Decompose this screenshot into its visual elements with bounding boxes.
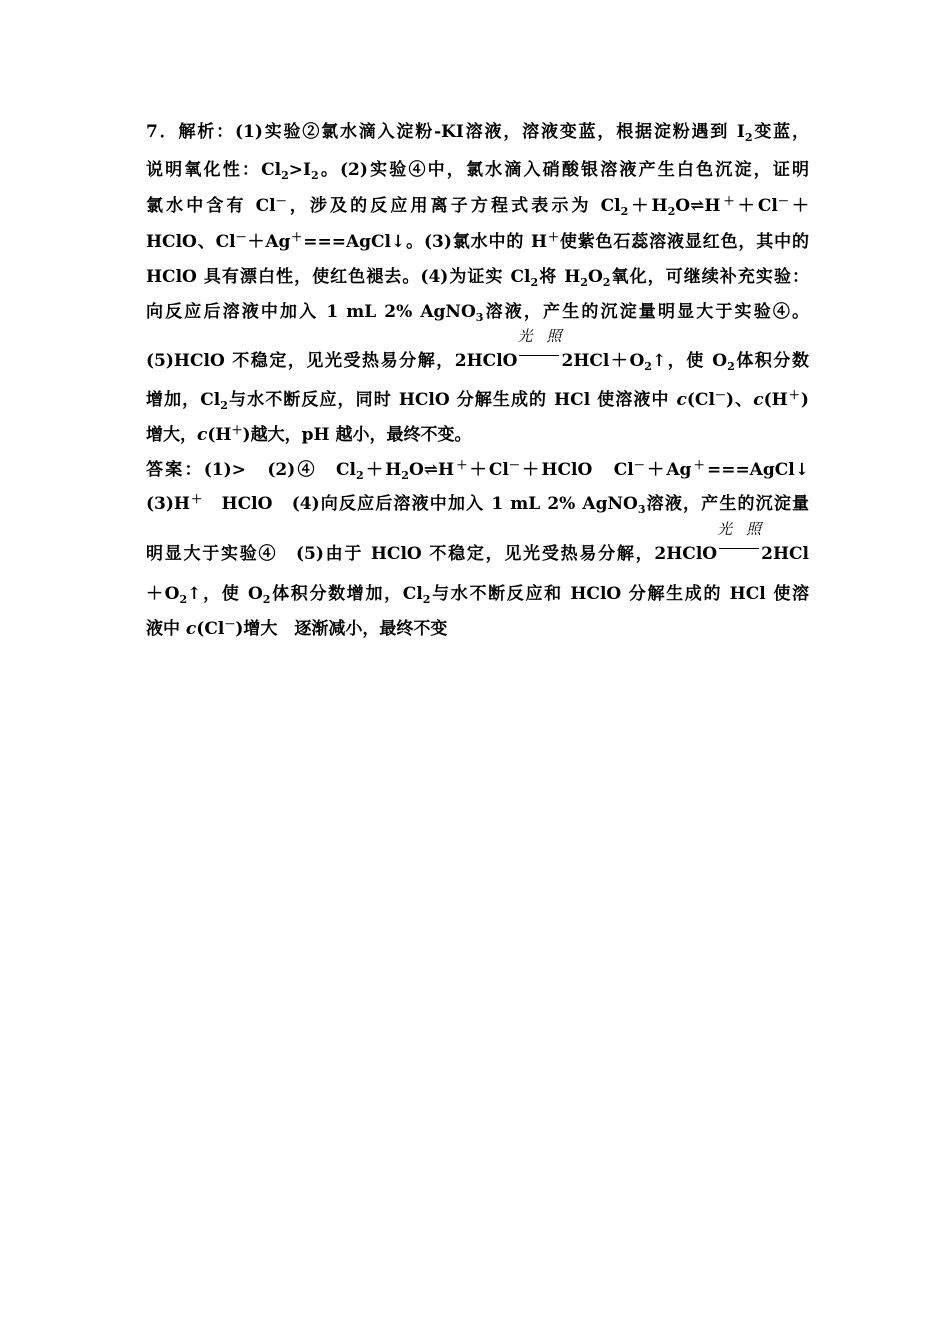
text-segment: 变蓝， [752, 122, 810, 142]
text-segment: 答案： [146, 460, 204, 480]
text-line [146, 494, 809, 514]
text-segment: 氧化，可继续补充实验： [610, 267, 809, 287]
arrow-line [519, 355, 559, 356]
text-line [146, 584, 809, 604]
superscript: ＋ [547, 230, 560, 244]
text-segment: ，涉及的反应用离子方程式表示为 Cl [286, 196, 621, 216]
text-segment: (3)H [146, 494, 190, 514]
text-segment: 7． [146, 122, 179, 142]
text-segment: 明显大于实验④ (5)由于 HClO 不稳定，见光受热易分解，2HClO [146, 544, 718, 564]
text-line [146, 390, 809, 410]
superscript: ＋ [720, 194, 738, 208]
text-line [146, 302, 809, 322]
text-segment: ＋H [363, 460, 402, 480]
text-segment: O⇌H [675, 196, 721, 216]
subscript: 2 [356, 468, 364, 482]
text-segment: HClO 具有漂白性，使红色褪去。(4)为证实 Cl [146, 267, 531, 287]
text-line [146, 196, 809, 216]
subscript: 2 [401, 468, 409, 482]
text-segment: 向反应后溶液中加入 1 mL 2% AgNO [146, 302, 476, 322]
text-segment: >I [288, 160, 311, 180]
text-segment: (1)实验②氯水滴入淀粉-KI溶液，溶液变蓝，根据淀粉遇到 I [234, 122, 745, 142]
text-segment: 溶液，产生的沉淀量 [645, 494, 810, 514]
text-segment: ＋O [146, 584, 180, 604]
reaction-condition-arrow [717, 520, 762, 559]
superscript: ＋ [454, 458, 470, 472]
text-segment: ) [800, 390, 809, 410]
superscript: － [224, 617, 236, 631]
superscript: － [275, 194, 287, 208]
subscript: 2 [620, 204, 629, 218]
text-line [146, 232, 809, 252]
subscript: 3 [637, 502, 646, 516]
subscript: 2 [644, 359, 652, 373]
text-segment: 使紫色石蕊溶液显红色，其中的 [559, 232, 810, 252]
superscript: ＋ [189, 492, 204, 506]
text-segment: 说明氧化性：Cl [146, 160, 282, 180]
italic-symbol: c [676, 390, 687, 410]
subscript: 3 [475, 310, 484, 324]
text-segment: 体积分数增加，Cl [270, 584, 423, 604]
superscript: － [235, 230, 247, 244]
text-segment: )、 [726, 390, 754, 410]
text-segment: )越大，pH 越小，最终不变。 [242, 425, 472, 445]
superscript: ＋ [231, 423, 243, 437]
superscript: － [714, 388, 726, 402]
text-segment: (H [207, 425, 232, 445]
superscript: － [508, 458, 520, 472]
text-segment: (Cl [686, 390, 715, 410]
text-segment: HClO、Cl [146, 232, 236, 252]
italic-symbol: c [197, 425, 208, 445]
subscript: 2 [580, 275, 588, 289]
text-line [146, 327, 809, 373]
reaction-condition-label: 光照 [517, 327, 562, 345]
italic-symbol: c [753, 390, 764, 410]
subscript: 2 [530, 275, 539, 289]
text-segment: (1)> (2)④ Cl [203, 460, 357, 480]
text-segment: 与水不断反应，同时 HClO 分解生成的 HCl 使溶液中 [227, 390, 677, 410]
text-segment: ===AgCl↓。(3)氯水中的 H [303, 232, 548, 252]
text-line [146, 460, 809, 480]
text-segment: ＋HClO Cl [519, 460, 634, 480]
text-line [146, 267, 809, 287]
text-segment: O⇌H [408, 460, 455, 480]
text-segment: HClO (4)向反应后溶液中加入 1 mL 2% AgNO [203, 494, 638, 514]
text-segment: ＋H [628, 196, 668, 216]
text-segment: ＋Ag [246, 232, 291, 252]
text-segment: 与水不断反应和 HClO 分解生成的 HCl 使溶 [430, 584, 809, 604]
text-segment: ＋ [788, 196, 810, 216]
text-line [146, 619, 447, 639]
subscript: 2 [281, 168, 289, 182]
text-line [146, 520, 809, 564]
text-line [146, 122, 809, 142]
text-segment: O [587, 267, 603, 287]
text-segment: (H [763, 390, 788, 410]
text-segment: 体积分数 [734, 351, 809, 371]
subscript: 2 [422, 592, 431, 606]
text-segment: 增大， [146, 425, 197, 445]
text-segment: 氯水中含有 Cl [146, 196, 276, 216]
text-segment: 解析： [178, 122, 235, 142]
text-segment: 将 H [538, 267, 581, 287]
reaction-condition-label: 光照 [717, 520, 762, 538]
text-segment: ===AgCl↓ [706, 460, 809, 480]
text-line [146, 425, 471, 445]
italic-symbol: c [185, 619, 197, 639]
text-segment: 2HCl＋O [561, 351, 645, 371]
text-segment: 。(2)实验④中，氯水滴入硝酸银溶液产生白色沉淀，证明 [318, 160, 809, 180]
text-segment: (Cl [196, 619, 225, 639]
subscript: 2 [220, 398, 228, 412]
text-segment: ↑，使 O [187, 584, 263, 604]
text-segment: ＋Cl [469, 460, 509, 480]
superscript: ＋ [290, 230, 304, 244]
text-segment: 2HCl [761, 544, 809, 564]
superscript: － [777, 194, 789, 208]
arrow-line [719, 548, 759, 549]
subscript: 2 [744, 130, 753, 144]
reaction-condition-arrow [517, 327, 562, 366]
text-segment: 增加，Cl [146, 390, 221, 410]
superscript: ＋ [787, 388, 801, 402]
text-segment: 液中 [146, 619, 186, 639]
subscript: 2 [179, 592, 188, 606]
text-line [146, 160, 809, 180]
subscript: 2 [727, 359, 735, 373]
superscript: － [633, 458, 645, 472]
text-segment: ＋Cl [737, 196, 778, 216]
subscript: 2 [602, 275, 611, 289]
text-segment: 溶液，产生的沉淀量明显大于实验④。 [483, 302, 809, 322]
subscript: 2 [667, 204, 676, 218]
text-segment: (5)HClO 不稳定，见光受热易分解，2HClO [146, 351, 518, 371]
text-segment: )增大 逐渐减小，最终不变 [235, 619, 448, 639]
text-segment: ＋Ag [644, 460, 692, 480]
text-segment: ↑，使 O [651, 351, 728, 371]
subscript: 2 [310, 168, 319, 182]
superscript: ＋ [691, 458, 707, 472]
subscript: 2 [262, 592, 271, 606]
